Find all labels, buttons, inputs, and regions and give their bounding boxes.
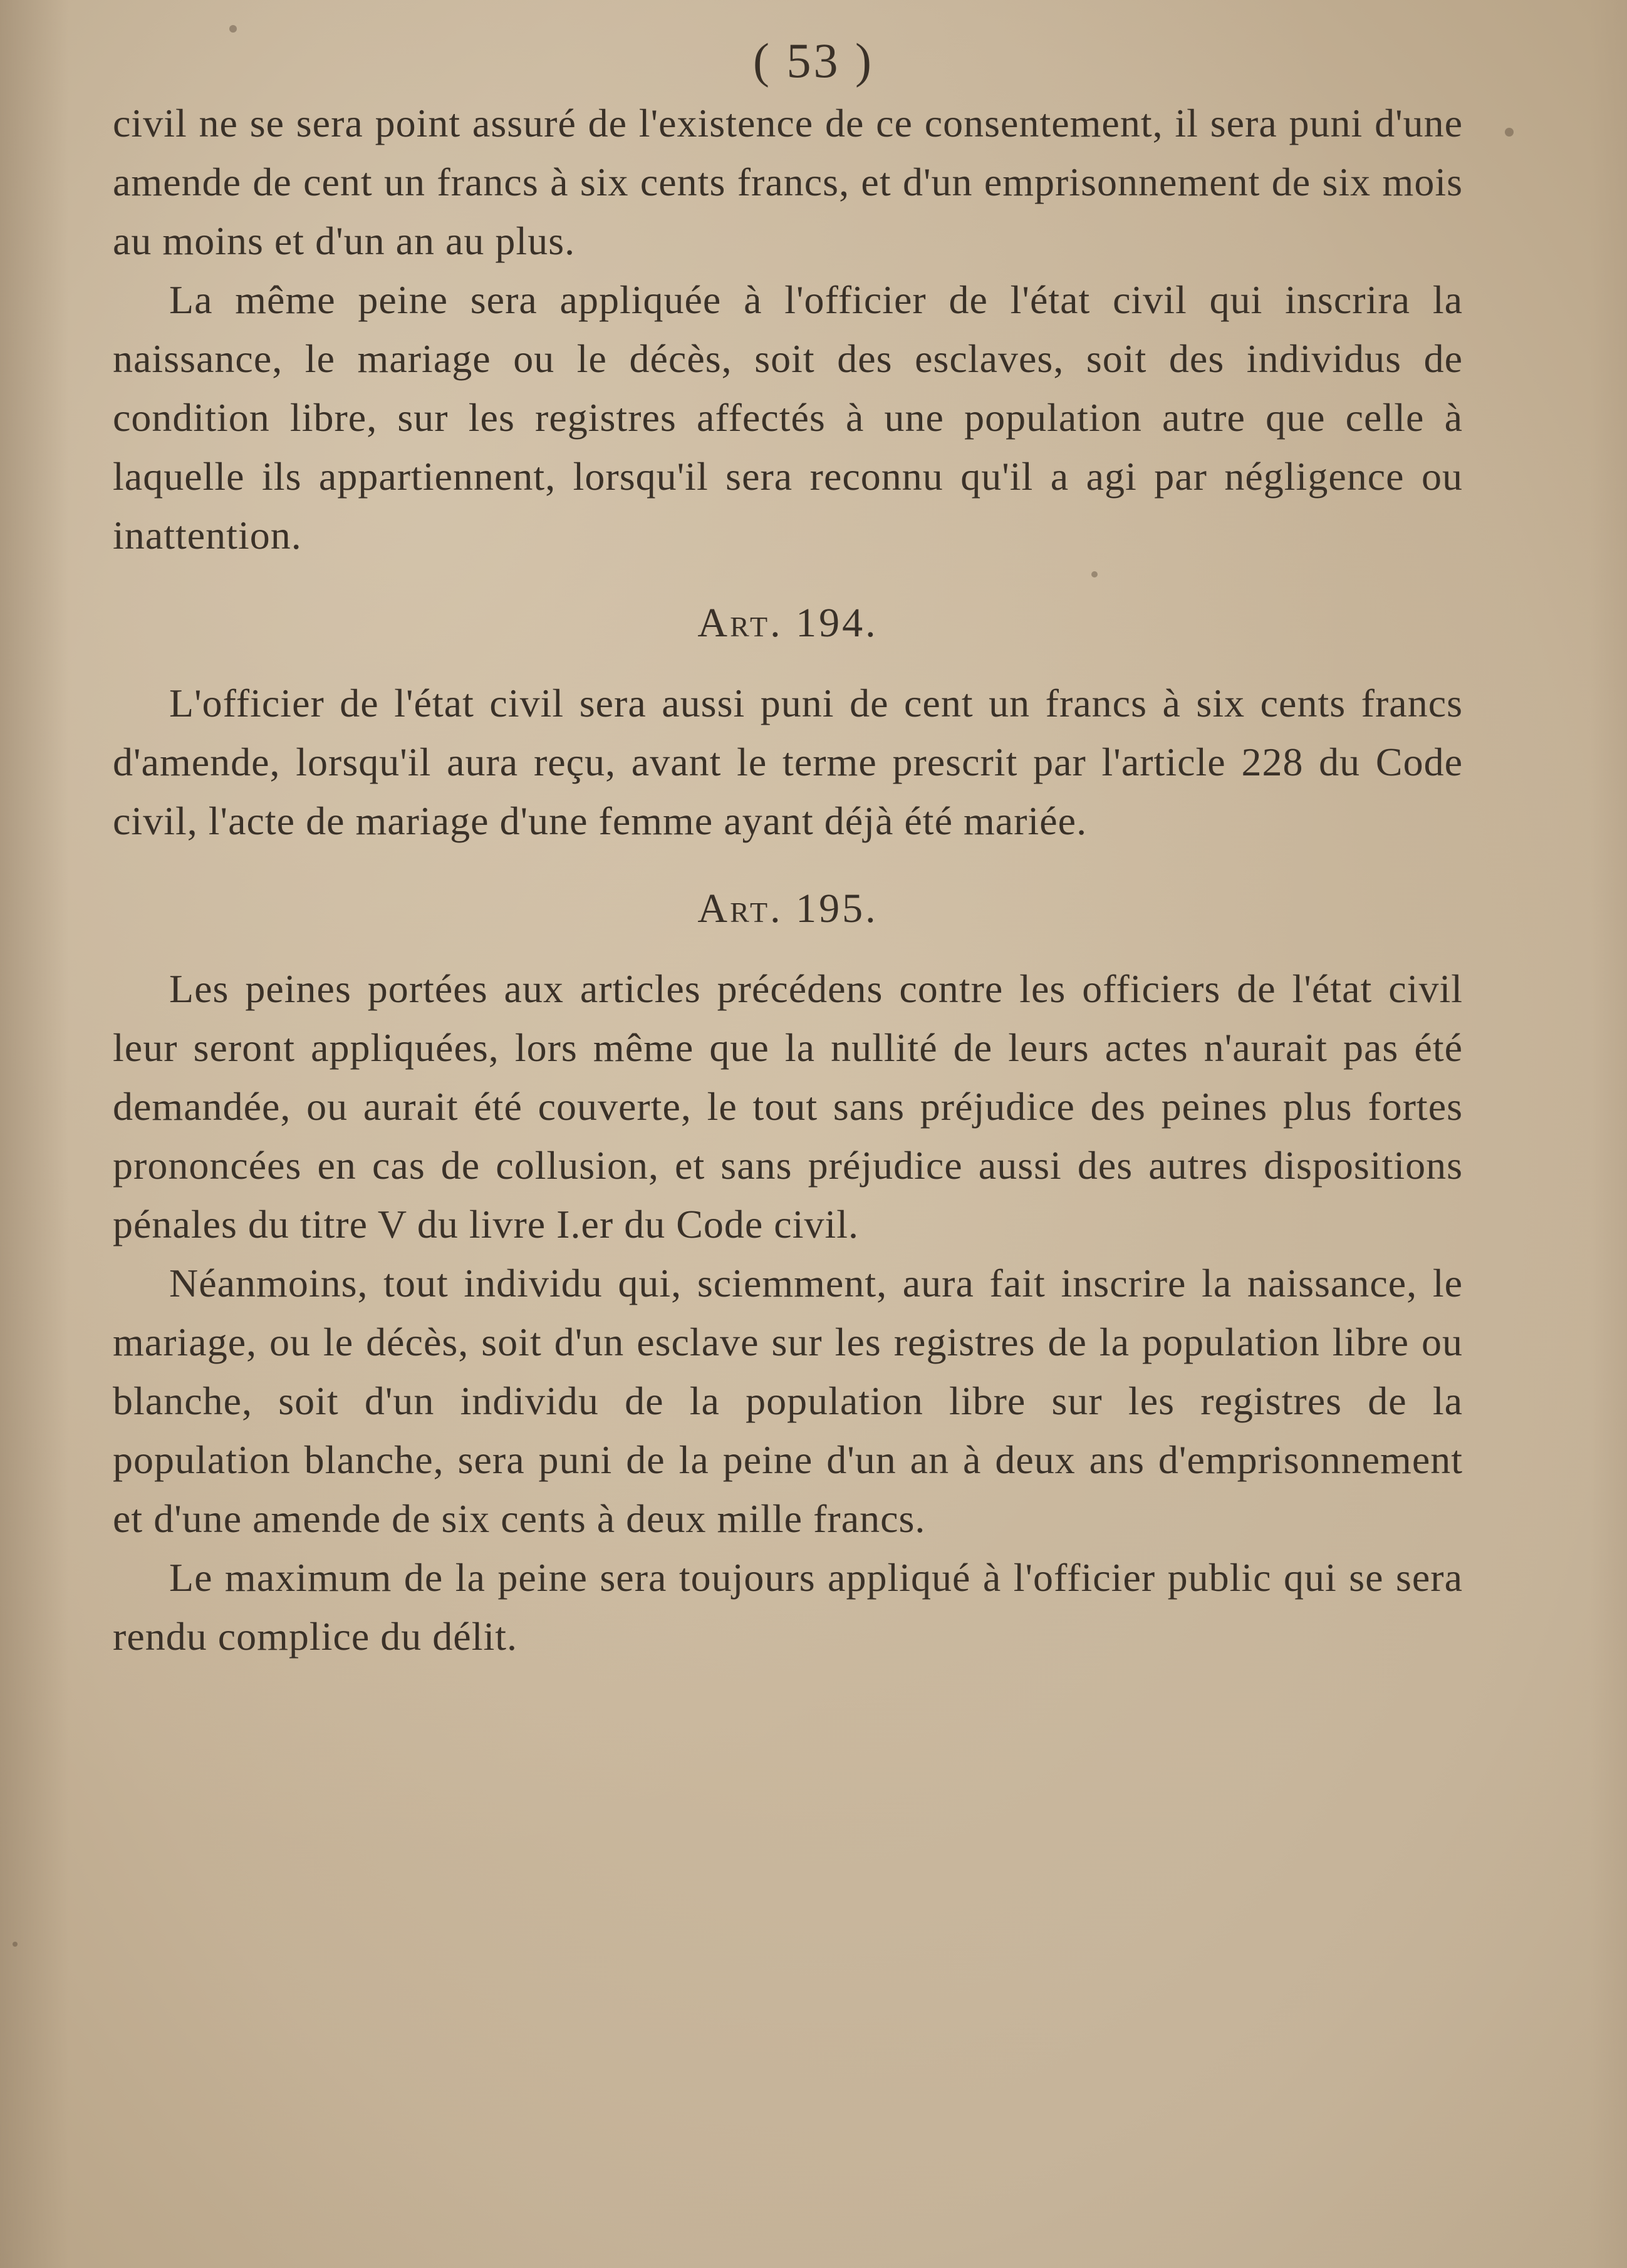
page-number: ( 53 ) xyxy=(753,33,874,88)
paragraph: La même peine sera appliquée à l'officier de l'état civil qui inscrira la naissance, le mariage ou le décès, soit des esclaves, soit des individus de condition libre, sur les registres affectés à une population autre que celle à laquelle ils appartiennent, lorsqu'il sera reconnu qu'il a agi par négligence ou inattention. xyxy=(113,277,1463,557)
article-heading-194: Art. 194. xyxy=(697,600,878,646)
article-heading-195: Art. 195. xyxy=(697,886,878,931)
paragraph-continuation: civil ne se sera point assuré de l'existence de ce consentement, il sera puni d'une amende de cent un francs à six cents francs, et d'un emprisonnement de six mois au moins et d'un an au plus. xyxy=(113,101,1463,263)
paragraph: Le maximum de la peine sera toujours appliqué à l'officier public qui se sera rendu complice du délit. xyxy=(113,1555,1463,1659)
page-edge-shadow-right xyxy=(1589,0,1627,2268)
paragraph: Les peines portées aux articles précédens contre les officiers de l'état civil leur seront appliquées, lors même que la nullité de leurs actes n'aurait pas été demandée, ou aurait été couverte, le tout sans préjudice des peines plus fortes prononcées en cas de collusion, et sans préjudice aussi des autres dispositions pénales du titre V du livre I.er du Code civil. xyxy=(113,966,1463,1246)
paragraph: L'officier de l'état civil sera aussi puni de cent un francs à six cents francs d'amende, lorsqu'il aura reçu, avant le terme prescrit par l'article 228 du Code civil, l'acte de mariage d'une femme ayant déjà été mariée. xyxy=(113,681,1463,843)
page-edge-shadow-left xyxy=(0,0,69,2268)
main-text xyxy=(113,94,1463,1666)
paragraph: Néanmoins, tout individu qui, sciemment, aura fait inscrire la naissance, le mariage, ou le décès, soit d'un esclave sur les registres de la population libre ou blanche, soit d'un individu de la population libre sur les registres de la population blanche, sera puni de la peine d'un an à deux ans d'emprisonnement et d'une amende de six cents à deux mille francs. xyxy=(113,1261,1463,1541)
paper-speck xyxy=(13,1942,18,1947)
paper-speck xyxy=(229,25,237,33)
paper-speck xyxy=(1505,128,1514,137)
